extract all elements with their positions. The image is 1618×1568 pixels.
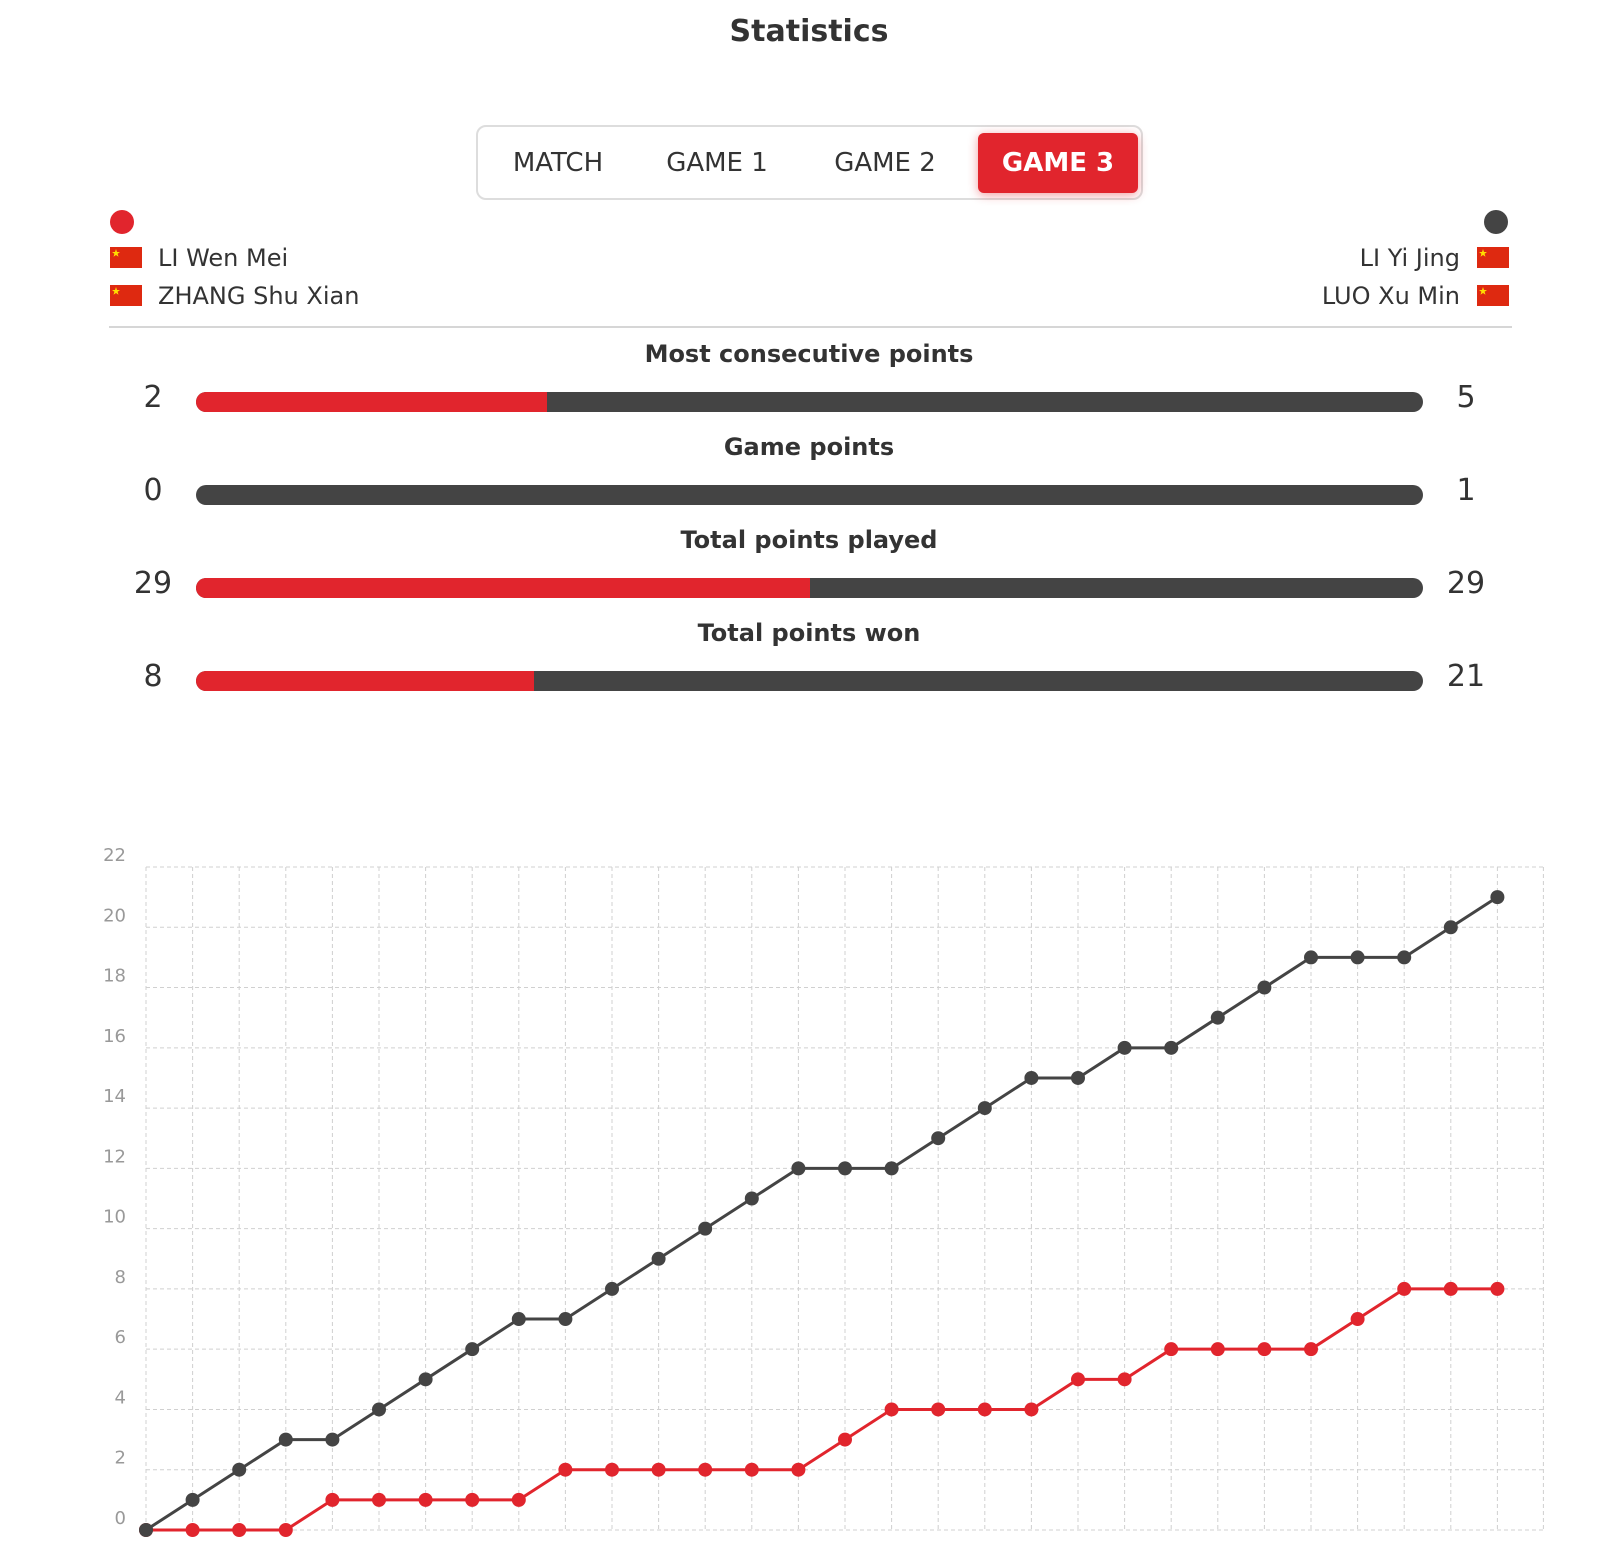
- series-1-point: [1071, 1071, 1085, 1085]
- y-tick-label: 6: [114, 1327, 126, 1349]
- stat-bar: [196, 485, 1423, 505]
- series-0-point: [698, 1463, 712, 1477]
- right-player-2-name: LUO Xu Min: [1321, 282, 1460, 310]
- series-0-point: [419, 1493, 433, 1507]
- series-1-point: [1304, 950, 1318, 964]
- stat-bar-left-fill: [196, 392, 547, 412]
- game-tab-bar: [476, 125, 1143, 200]
- series-0-point: [1444, 1282, 1458, 1296]
- y-tick-label: 22: [103, 845, 126, 866]
- series-0-point: [1397, 1282, 1411, 1296]
- series-1-point: [978, 1101, 992, 1115]
- series-0-point: [1071, 1372, 1085, 1386]
- right-team-color-dot: [1484, 210, 1508, 234]
- series-1-point: [652, 1252, 666, 1266]
- series-0-point: [1351, 1312, 1365, 1326]
- stat-bar: [196, 392, 1423, 412]
- series-0-point: [1164, 1342, 1178, 1356]
- left-team-color-dot: [110, 210, 134, 234]
- series-1-point: [512, 1312, 526, 1326]
- series-1-point: [1118, 1041, 1132, 1055]
- series-0-point: [745, 1463, 759, 1477]
- series-1-point: [1490, 890, 1504, 904]
- stat-bar: [196, 671, 1423, 691]
- series-0-point: [512, 1493, 526, 1507]
- stat-right-value: 5: [1456, 380, 1476, 415]
- series-1-point: [698, 1222, 712, 1236]
- y-tick-label: 14: [103, 1086, 126, 1108]
- stat-bar: [196, 578, 1423, 598]
- series-1-point: [745, 1192, 759, 1206]
- y-tick-label: 8: [114, 1266, 126, 1288]
- y-tick-label: 18: [103, 965, 126, 987]
- stat-bar-left-fill: [196, 671, 534, 691]
- series-1-point: [558, 1312, 572, 1326]
- series-1-point: [931, 1131, 945, 1145]
- series-0-point: [325, 1493, 339, 1507]
- series-0-point: [1024, 1402, 1038, 1416]
- series-0-point: [838, 1433, 852, 1447]
- y-tick-label: 4: [114, 1387, 126, 1409]
- tab-game-1[interactable]: GAME 1: [666, 148, 768, 178]
- series-0-point: [978, 1402, 992, 1416]
- stat-left-value: 2: [143, 380, 163, 415]
- y-tick-label: 20: [103, 905, 126, 927]
- china-flag-icon: [110, 247, 142, 268]
- series-0-point: [791, 1463, 805, 1477]
- series-1-point: [1024, 1071, 1038, 1085]
- series-1-point: [1211, 1011, 1225, 1025]
- series-1-point: [325, 1433, 339, 1447]
- series-1-point: [1351, 950, 1365, 964]
- series-0-point: [558, 1463, 572, 1477]
- series-0-point: [885, 1402, 899, 1416]
- series-0-point: [931, 1402, 945, 1416]
- y-tick-label: 10: [103, 1206, 126, 1228]
- series-0-point: [1490, 1282, 1504, 1296]
- series-line-1: [146, 897, 1497, 1530]
- series-1-point: [1257, 981, 1271, 995]
- stat-left-value: 29: [133, 566, 173, 601]
- stat-label: Most consecutive points: [644, 340, 974, 368]
- tab-game-2[interactable]: GAME 2: [834, 148, 936, 178]
- series-0-point: [465, 1493, 479, 1507]
- stat-right-value: 21: [1446, 659, 1486, 694]
- series-0-point: [1304, 1342, 1318, 1356]
- series-1-point: [605, 1282, 619, 1296]
- series-1-point: [279, 1433, 293, 1447]
- series-1-point: [1164, 1041, 1178, 1055]
- series-1-point: [1444, 920, 1458, 934]
- stat-left-value: 8: [143, 659, 163, 694]
- series-0-point: [279, 1523, 293, 1537]
- china-flag-icon: [110, 285, 142, 306]
- score-progression-chart: [0, 830, 1618, 1550]
- y-tick-label: 0: [114, 1508, 126, 1529]
- series-1-point: [791, 1161, 805, 1175]
- series-1-point: [186, 1493, 200, 1507]
- series-1-point: [465, 1342, 479, 1356]
- series-0-point: [232, 1523, 246, 1537]
- right-player-1-name: LI Yi Jing: [1359, 244, 1460, 272]
- left-player-2-name: ZHANG Shu Xian: [158, 282, 360, 310]
- tab-match[interactable]: MATCH: [512, 148, 604, 178]
- china-flag-icon: [1477, 285, 1509, 306]
- stat-left-value: 0: [143, 473, 163, 508]
- stat-label: Game points: [723, 433, 895, 461]
- page-title: Statistics: [729, 14, 889, 49]
- y-tick-label: 16: [103, 1025, 126, 1047]
- left-player-1-name: LI Wen Mei: [158, 244, 289, 272]
- stat-label: Total points played: [680, 526, 938, 554]
- stat-label: Total points won: [697, 619, 921, 647]
- tab-game-3[interactable]: GAME 3: [978, 133, 1138, 193]
- y-tick-label: 2: [114, 1447, 126, 1469]
- stat-right-value: 1: [1456, 473, 1476, 508]
- legend-divider: [109, 326, 1512, 328]
- series-1-point: [139, 1523, 153, 1537]
- series-1-point: [372, 1402, 386, 1416]
- series-0-point: [1211, 1342, 1225, 1356]
- series-0-point: [186, 1523, 200, 1537]
- series-0-point: [605, 1463, 619, 1477]
- series-1-point: [419, 1372, 433, 1386]
- stat-bar-left-fill: [196, 578, 810, 598]
- series-1-point: [1397, 950, 1411, 964]
- series-0-point: [372, 1493, 386, 1507]
- series-1-point: [838, 1161, 852, 1175]
- series-0-point: [1118, 1372, 1132, 1386]
- series-1-point: [232, 1463, 246, 1477]
- y-tick-label: 12: [103, 1146, 126, 1168]
- stat-right-value: 29: [1446, 566, 1486, 601]
- china-flag-icon: [1477, 247, 1509, 268]
- series-1-point: [885, 1161, 899, 1175]
- series-0-point: [1257, 1342, 1271, 1356]
- series-0-point: [652, 1463, 666, 1477]
